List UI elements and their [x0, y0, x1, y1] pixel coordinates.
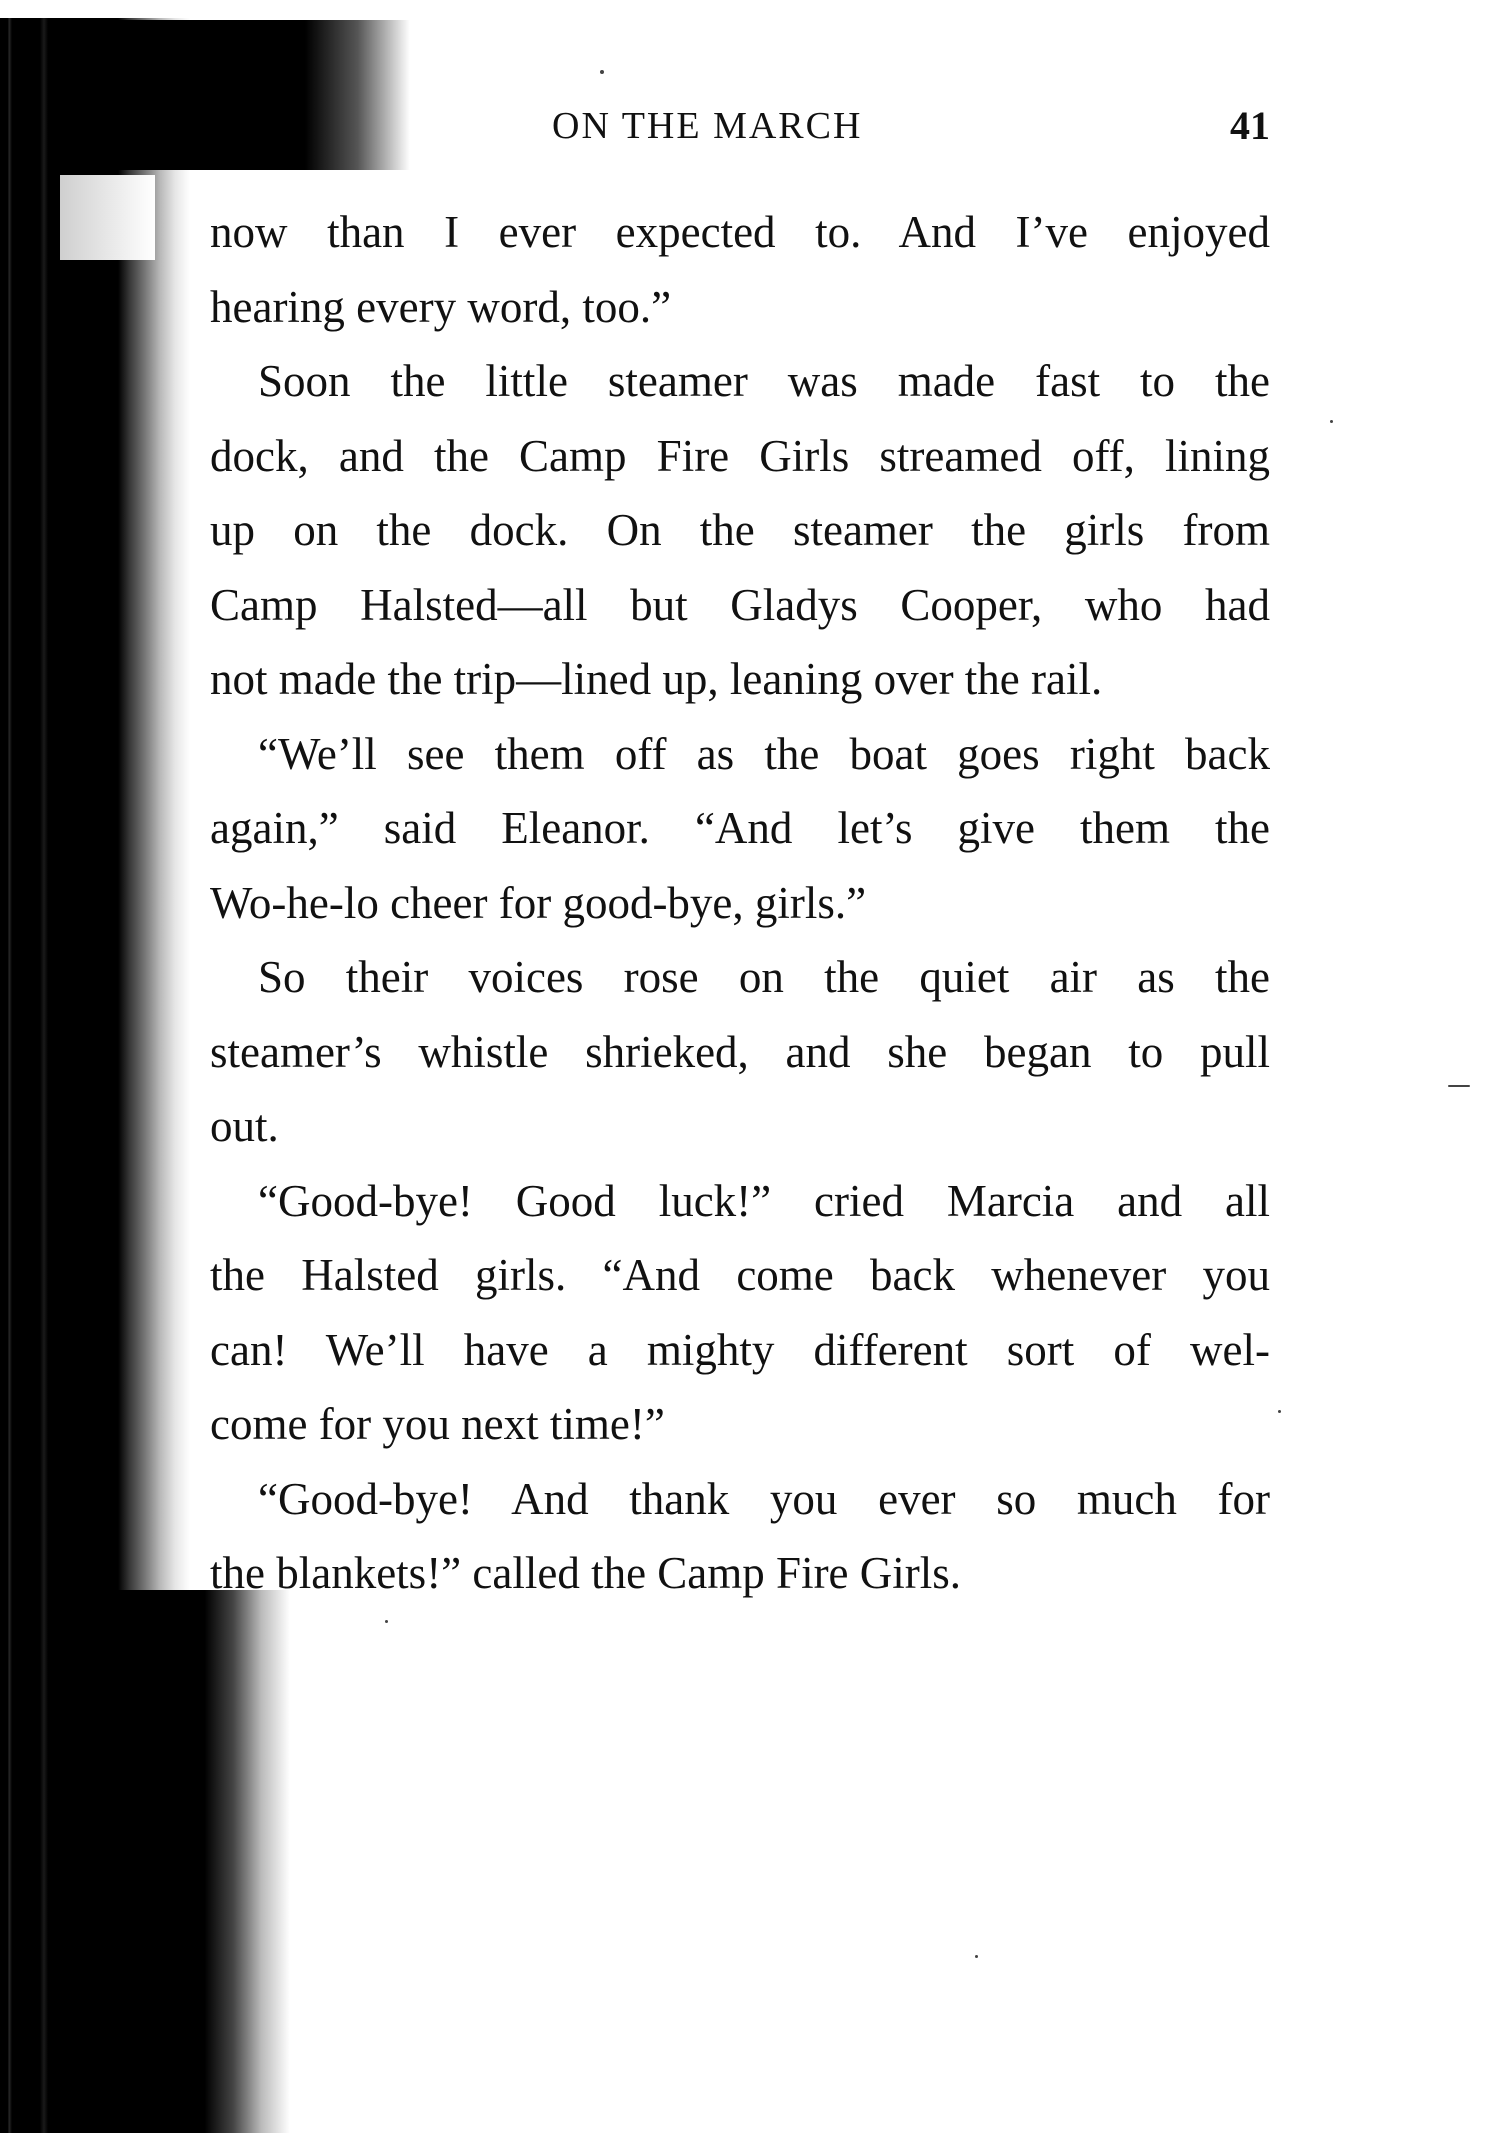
- text-line: “We’ll see them off as the boat goes right back: [258, 728, 1270, 779]
- text-line: again,” said Eleanor. “And let’s give them the: [210, 803, 1270, 853]
- text-line: “Good-bye! And thank you ever so much for: [258, 1473, 1270, 1524]
- page-number: 41: [1230, 103, 1270, 148]
- text-line: out.: [210, 1101, 279, 1151]
- scan-speck: [975, 1955, 978, 1958]
- binding-notch: [60, 175, 155, 260]
- text-line: hearing every word, too.”: [210, 281, 672, 332]
- body-text: [210, 195, 1270, 1611]
- text-line: can! We’ll have a mighty different sort of wel-: [210, 1324, 1270, 1375]
- text-line: steamer’s whistle shrieked, and she began to pull: [210, 1026, 1270, 1077]
- text-line: Camp Halsted—all but Gladys Cooper, who had: [210, 579, 1270, 630]
- binding-shadow-bottom: [100, 1590, 290, 2133]
- scan-speck: [1330, 420, 1333, 423]
- scan-speck: [600, 70, 604, 74]
- scan-speck: [1448, 1085, 1470, 1087]
- text-line: “Good-bye! Good luck!” cried Marcia and all: [258, 1175, 1270, 1226]
- text-line: the blankets!” called the Camp Fire Girls.: [210, 1548, 962, 1598]
- scan-speck: [385, 1620, 388, 1623]
- text-line: up on the dock. On the steamer the girls from: [210, 505, 1270, 555]
- text-line: come for you next time!”: [210, 1399, 665, 1449]
- text-line: not made the trip—lined up, leaning over the rail.: [210, 654, 1103, 704]
- running-head: ON THE MARCH: [552, 105, 863, 147]
- text-line: the Halsted girls. “And come back whenever you: [210, 1250, 1270, 1300]
- text-line: Wo-he-lo cheer for good-bye, girls.”: [210, 877, 867, 928]
- scan-speck: [1278, 1410, 1281, 1413]
- text-line: So their voices rose on the quiet air as the: [258, 952, 1270, 1002]
- text-line: now than I ever expected to. And I’ve enjoyed: [210, 207, 1270, 257]
- page-header: [210, 98, 1270, 158]
- text-line: dock, and the Camp Fire Girls streamed off, lining: [210, 430, 1270, 481]
- text-line: Soon the little steamer was made fast to the: [258, 356, 1270, 406]
